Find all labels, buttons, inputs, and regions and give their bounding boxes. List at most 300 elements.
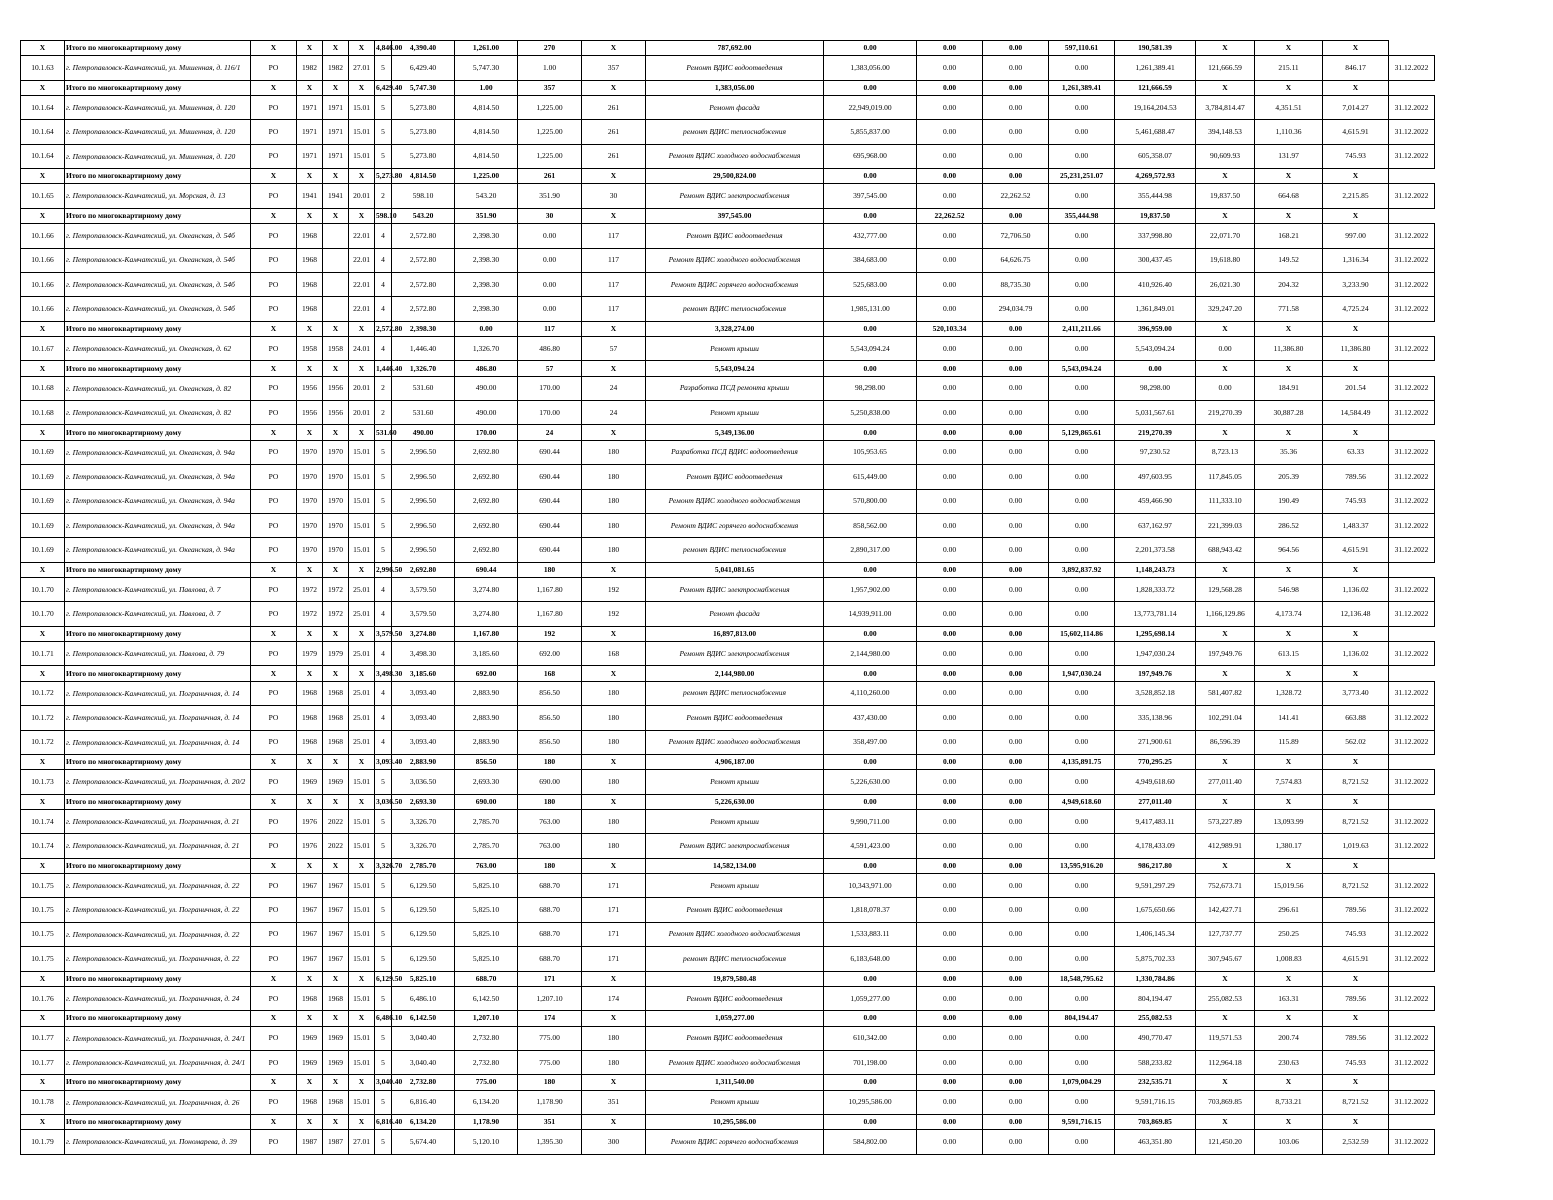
- total-area-cell: 2,572.80: [392, 297, 455, 321]
- regional-funds-cell: 0.00: [983, 376, 1049, 400]
- total-cell: 180: [518, 794, 582, 809]
- total-cell: X: [1323, 1115, 1389, 1130]
- work-type-cell: ремонт ВДИС теплоснабжения: [646, 681, 824, 705]
- regional-funds-cell: 72,706.50: [983, 224, 1049, 248]
- total-cell: X: [297, 80, 323, 95]
- commissioning-year-cell: 1969: [323, 1026, 349, 1050]
- total-label-cell: Итого по многоквартирному дому: [65, 80, 251, 95]
- build-year-cell: 1968: [297, 272, 323, 296]
- program-cell: РО: [251, 922, 297, 946]
- federal-funds-cell: 0.00: [917, 184, 983, 208]
- total-cell: 30: [518, 208, 582, 223]
- municipal-funds-cell: 0.00: [1049, 834, 1115, 858]
- commissioning-year-cell: 1968: [323, 1090, 349, 1114]
- federal-funds-cell: 0.00: [917, 538, 983, 562]
- total-cell: X: [1255, 666, 1323, 681]
- total-cell: 0.00: [917, 169, 983, 184]
- item-number-cell: 10.1.75: [21, 898, 65, 922]
- regional-funds-cell: 0.00: [983, 874, 1049, 898]
- build-year-cell: 1970: [297, 513, 323, 537]
- total-area-cell: 6,129.50: [392, 947, 455, 971]
- total-label-cell: Итого по многоквартирному дому: [65, 754, 251, 769]
- total-cell: X: [349, 80, 375, 95]
- build-year-cell: 1969: [297, 770, 323, 794]
- total-cell: 0.00: [824, 1115, 917, 1130]
- total-cell: 5,041,081.65: [646, 562, 824, 577]
- total-cell: 0.00: [824, 794, 917, 809]
- max-unit-cost-cell: 14,584.49: [1323, 401, 1389, 425]
- federal-funds-cell: 0.00: [917, 248, 983, 272]
- commissioning-year-cell: 1968: [323, 681, 349, 705]
- table-row: [21, 809, 1435, 833]
- nonresidential-area-cell: 763.00: [518, 809, 582, 833]
- total-area-cell: 2,996.50: [392, 465, 455, 489]
- total-cell: X: [1196, 169, 1255, 184]
- residents-cell: 171: [582, 922, 646, 946]
- build-year-cell: 1987: [297, 1130, 323, 1154]
- federal-funds-cell: 0.00: [917, 120, 983, 144]
- total-label-cell: Итого по многоквартирному дому: [65, 794, 251, 809]
- floors-cell: 2: [375, 184, 392, 208]
- total-cell: 4,135,891.75: [1049, 754, 1115, 769]
- build-year-cell: 1972: [297, 578, 323, 602]
- total-cell: X: [297, 425, 323, 440]
- total-cell: 856.50: [455, 754, 518, 769]
- address-cell: г. Петропавловск-Камчатский, ул. Пограничная, д. 24/1: [65, 1050, 251, 1074]
- address-cell: г. Петропавловск-Камчатский, ул. Павлова, д. 79: [65, 642, 251, 666]
- federal-funds-cell: 0.00: [917, 922, 983, 946]
- owner-funds-cell: 459,466.90: [1115, 489, 1196, 513]
- floors-cell: 4: [375, 681, 392, 705]
- total-cost-cell: 570,800.00: [824, 489, 917, 513]
- total-cell: 0.00: [983, 1011, 1049, 1026]
- item-number-cell: 10.1.63: [21, 56, 65, 80]
- total-cell: 3,579.50: [375, 626, 392, 641]
- commissioning-year-cell: 1970: [323, 513, 349, 537]
- item-number-cell: 10.1.64: [21, 95, 65, 119]
- total-cell: X: [1255, 1011, 1323, 1026]
- item-number-cell: 10.1.75: [21, 874, 65, 898]
- living-area-cell: 2,398.30: [455, 272, 518, 296]
- federal-funds-cell: 0.00: [917, 513, 983, 537]
- build-year-cell: 1968: [297, 986, 323, 1010]
- federal-funds-cell: 0.00: [917, 337, 983, 361]
- total-area-cell: 2,996.50: [392, 513, 455, 537]
- commissioning-year-cell: 1958: [323, 337, 349, 361]
- table-total-row: [21, 208, 1435, 223]
- max-unit-cost-cell: 4,615.91: [1323, 947, 1389, 971]
- completion-date-cell: 31.12.2022: [1389, 248, 1435, 272]
- max-unit-cost-cell: 8,721.52: [1323, 770, 1389, 794]
- total-cell: 6,486.10: [375, 1011, 392, 1026]
- unit-cost-cell: 184.91: [1255, 376, 1323, 400]
- total-cell: 690.00: [455, 794, 518, 809]
- total-area-cell: 3,326.70: [392, 834, 455, 858]
- commissioning-year-cell: 1970: [323, 489, 349, 513]
- completion-date-cell: 31.12.2022: [1389, 272, 1435, 296]
- residents-cell: 117: [582, 272, 646, 296]
- address-cell: г. Петропавловск-Камчатский, ул. Морская, д. 13: [65, 184, 251, 208]
- total-cell: 770,295.25: [1115, 754, 1196, 769]
- max-unit-cost-cell: 8,721.52: [1323, 874, 1389, 898]
- work-type-cell: Ремонт ВДИС электроснабжения: [646, 578, 824, 602]
- total-cell: 543.20: [392, 208, 455, 223]
- total-cell: 1,330,784.86: [1115, 971, 1196, 986]
- total-cell: X: [1196, 971, 1255, 986]
- nonresidential-area-cell: 0.00: [518, 224, 582, 248]
- total-cell: 775.00: [455, 1075, 518, 1090]
- living-area-cell: 490.00: [455, 401, 518, 425]
- living-area-cell: 543.20: [455, 184, 518, 208]
- total-cell: X: [1323, 208, 1389, 223]
- other-funds-cell: 0.00: [1196, 376, 1255, 400]
- total-cell: X: [349, 1011, 375, 1026]
- total-cost-cell: 432,777.00: [824, 224, 917, 248]
- address-cell: г. Петропавловск-Камчатский, ул. Пограничная, д. 14: [65, 706, 251, 730]
- regional-funds-cell: 0.00: [983, 513, 1049, 537]
- program-cell: РО: [251, 538, 297, 562]
- nonresidential-area-cell: 688.70: [518, 898, 582, 922]
- total-cell: X: [251, 425, 297, 440]
- total-area-cell: 6,429.40: [392, 56, 455, 80]
- living-area-cell: 2,732.80: [455, 1026, 518, 1050]
- wall-material-cell: 24.01: [349, 337, 375, 361]
- regional-funds-cell: 0.00: [983, 681, 1049, 705]
- wall-material-cell: 15.01: [349, 489, 375, 513]
- address-cell: г. Петропавловск-Камчатский, ул. Пограничная, д. 24: [65, 986, 251, 1010]
- federal-funds-cell: 0.00: [917, 224, 983, 248]
- total-cell: 351: [518, 1115, 582, 1130]
- wall-material-cell: 25.01: [349, 578, 375, 602]
- other-funds-cell: 112,964.18: [1196, 1050, 1255, 1074]
- address-cell: г. Петропавловск-Камчатский, ул. Океанская, д. 62: [65, 337, 251, 361]
- living-area-cell: 5,825.10: [455, 898, 518, 922]
- commissioning-year-cell: 1971: [323, 120, 349, 144]
- table-row: [21, 538, 1435, 562]
- commissioning-year-cell: [323, 224, 349, 248]
- total-cost-cell: 1,383,056.00: [824, 56, 917, 80]
- nonresidential-area-cell: 688.70: [518, 922, 582, 946]
- total-cell: 763.00: [455, 858, 518, 873]
- regional-funds-cell: 0.00: [983, 1050, 1049, 1074]
- total-label-cell: Итого по многоквартирному дому: [65, 1115, 251, 1130]
- total-label-cell: Итого по многоквартирному дому: [65, 425, 251, 440]
- total-cell: 0.00: [455, 321, 518, 336]
- unit-cost-cell: 115.89: [1255, 730, 1323, 754]
- address-cell: г. Петропавловск-Камчатский, ул. Пограничная, д. 26: [65, 1090, 251, 1114]
- residents-cell: 261: [582, 95, 646, 119]
- other-funds-cell: 90,609.93: [1196, 144, 1255, 168]
- total-cost-cell: 525,683.00: [824, 272, 917, 296]
- wall-material-cell: 15.01: [349, 144, 375, 168]
- total-area-cell: 531.60: [392, 401, 455, 425]
- regional-funds-cell: 22,262.52: [983, 184, 1049, 208]
- total-cell: 0.00: [917, 858, 983, 873]
- total-cell: X: [1196, 361, 1255, 376]
- total-cell: 10,295,586.00: [646, 1115, 824, 1130]
- table-row: [21, 730, 1435, 754]
- total-cost-cell: 6,183,648.00: [824, 947, 917, 971]
- total-label-cell: Итого по многоквартирному дому: [65, 666, 251, 681]
- residents-cell: 24: [582, 376, 646, 400]
- regional-funds-cell: 0.00: [983, 95, 1049, 119]
- total-cell: X: [1323, 1011, 1389, 1026]
- wall-material-cell: 22.01: [349, 248, 375, 272]
- completion-date-cell: 31.12.2022: [1389, 56, 1435, 80]
- owner-funds-cell: 5,543,094.24: [1115, 337, 1196, 361]
- total-cost-cell: 615,449.00: [824, 465, 917, 489]
- floors-cell: 5: [375, 1090, 392, 1114]
- program-cell: РО: [251, 248, 297, 272]
- regional-funds-cell: 64,626.75: [983, 248, 1049, 272]
- total-cell: X: [251, 626, 297, 641]
- federal-funds-cell: 0.00: [917, 297, 983, 321]
- total-cell: 29,500,824.00: [646, 169, 824, 184]
- regional-funds-cell: 0.00: [983, 56, 1049, 80]
- total-cell: 0.00: [824, 626, 917, 641]
- table-row: [21, 144, 1435, 168]
- total-item-cell: X: [21, 1011, 65, 1026]
- total-cost-cell: 10,295,586.00: [824, 1090, 917, 1114]
- floors-cell: 5: [375, 1026, 392, 1050]
- wall-material-cell: 15.01: [349, 95, 375, 119]
- wall-material-cell: 27.01: [349, 1130, 375, 1154]
- total-cell: 6,429.40: [375, 80, 392, 95]
- program-cell: РО: [251, 184, 297, 208]
- floors-cell: 4: [375, 272, 392, 296]
- wall-material-cell: 20.01: [349, 401, 375, 425]
- total-area-cell: 3,040.40: [392, 1026, 455, 1050]
- total-cell: 270: [518, 41, 582, 56]
- total-cost-cell: 1,818,078.37: [824, 898, 917, 922]
- work-type-cell: Ремонт фасада: [646, 602, 824, 626]
- nonresidential-area-cell: 1,178.90: [518, 1090, 582, 1114]
- table-total-row: [21, 858, 1435, 873]
- total-cost-cell: 4,591,423.00: [824, 834, 917, 858]
- federal-funds-cell: 0.00: [917, 272, 983, 296]
- total-cell: X: [1323, 41, 1389, 56]
- total-cell: X: [582, 666, 646, 681]
- total-cell: 1,225.00: [455, 169, 518, 184]
- total-cell: X: [1323, 666, 1389, 681]
- living-area-cell: 2,398.30: [455, 297, 518, 321]
- nonresidential-area-cell: 1,225.00: [518, 95, 582, 119]
- total-cell: 6,816.40: [375, 1115, 392, 1130]
- total-cell: 171: [518, 971, 582, 986]
- wall-material-cell: 15.01: [349, 1090, 375, 1114]
- commissioning-year-cell: 1970: [323, 440, 349, 464]
- wall-material-cell: 15.01: [349, 513, 375, 537]
- item-number-cell: 10.1.66: [21, 224, 65, 248]
- total-cell: 5,273.80: [375, 169, 392, 184]
- owner-funds-cell: 337,998.80: [1115, 224, 1196, 248]
- total-cell: X: [582, 1075, 646, 1090]
- nonresidential-area-cell: 856.50: [518, 730, 582, 754]
- total-cell: 0.00: [917, 666, 983, 681]
- item-number-cell: 10.1.68: [21, 376, 65, 400]
- build-year-cell: 1968: [297, 224, 323, 248]
- total-cell: 219,270.39: [1115, 425, 1196, 440]
- total-cell: X: [1255, 208, 1323, 223]
- regional-funds-cell: 0.00: [983, 538, 1049, 562]
- total-cell: 9,591,716.15: [1049, 1115, 1115, 1130]
- total-cost-cell: 584,802.00: [824, 1130, 917, 1154]
- total-cell: 261: [518, 169, 582, 184]
- municipal-funds-cell: 0.00: [1049, 1130, 1115, 1154]
- wall-material-cell: 15.01: [349, 120, 375, 144]
- total-cell: X: [1255, 858, 1323, 873]
- total-cell: 1,326.70: [392, 361, 455, 376]
- work-type-cell: ремонт ВДИС теплоснабжения: [646, 947, 824, 971]
- owner-funds-cell: 97,230.52: [1115, 440, 1196, 464]
- total-cell: 0.00: [1115, 361, 1196, 376]
- total-item-cell: X: [21, 361, 65, 376]
- total-cell: 0.00: [824, 80, 917, 95]
- max-unit-cost-cell: 745.93: [1323, 489, 1389, 513]
- total-cell: 0.00: [917, 1011, 983, 1026]
- wall-material-cell: 25.01: [349, 602, 375, 626]
- nonresidential-area-cell: 1,225.00: [518, 120, 582, 144]
- completion-date-cell: 31.12.2022: [1389, 922, 1435, 946]
- total-cost-cell: 5,543,094.24: [824, 337, 917, 361]
- total-cell: X: [1255, 41, 1323, 56]
- federal-funds-cell: 0.00: [917, 95, 983, 119]
- commissioning-year-cell: 1967: [323, 922, 349, 946]
- wall-material-cell: 15.01: [349, 874, 375, 898]
- regional-funds-cell: 0.00: [983, 602, 1049, 626]
- owner-funds-cell: 463,351.80: [1115, 1130, 1196, 1154]
- total-cell: X: [1255, 80, 1323, 95]
- address-cell: г. Петропавловск-Камчатский, ул. Мишенная, д. 116/1: [65, 56, 251, 80]
- living-area-cell: 4,814.50: [455, 95, 518, 119]
- table-total-row: [21, 562, 1435, 577]
- program-cell: РО: [251, 513, 297, 537]
- total-cell: 5,349,136.00: [646, 425, 824, 440]
- municipal-funds-cell: 0.00: [1049, 224, 1115, 248]
- owner-funds-cell: 335,138.96: [1115, 706, 1196, 730]
- address-cell: г. Петропавловск-Камчатский, ул. Пограничная, д. 14: [65, 681, 251, 705]
- total-cell: 2,883.90: [392, 754, 455, 769]
- owner-funds-cell: 605,358.07: [1115, 144, 1196, 168]
- total-cell: 197,949.76: [1115, 666, 1196, 681]
- nonresidential-area-cell: 856.50: [518, 681, 582, 705]
- total-cell: X: [251, 1115, 297, 1130]
- living-area-cell: 4,814.50: [455, 144, 518, 168]
- commissioning-year-cell: 1941: [323, 184, 349, 208]
- total-cell: X: [349, 1115, 375, 1130]
- federal-funds-cell: 0.00: [917, 730, 983, 754]
- other-funds-cell: 329,247.20: [1196, 297, 1255, 321]
- federal-funds-cell: 0.00: [917, 602, 983, 626]
- completion-date-cell: 31.12.2022: [1389, 120, 1435, 144]
- total-cell: 397,545.00: [646, 208, 824, 223]
- total-cell: X: [1196, 626, 1255, 641]
- total-cell: 1,383,056.00: [646, 80, 824, 95]
- living-area-cell: 5,825.10: [455, 947, 518, 971]
- total-cell: 168: [518, 666, 582, 681]
- total-cost-cell: 610,342.00: [824, 1026, 917, 1050]
- owner-funds-cell: 490,770.47: [1115, 1026, 1196, 1050]
- completion-date-cell: 31.12.2022: [1389, 376, 1435, 400]
- total-cell: 0.00: [917, 80, 983, 95]
- regional-funds-cell: 0.00: [983, 986, 1049, 1010]
- address-cell: г. Петропавловск-Камчатский, ул. Пограничная, д. 22: [65, 898, 251, 922]
- item-number-cell: 10.1.77: [21, 1026, 65, 1050]
- total-cell: X: [297, 794, 323, 809]
- table-row: [21, 706, 1435, 730]
- total-cell: X: [1255, 1075, 1323, 1090]
- wall-material-cell: 25.01: [349, 730, 375, 754]
- address-cell: г. Петропавловск-Камчатский, ул. Пограничная, д. 21: [65, 809, 251, 833]
- address-cell: г. Петропавловск-Камчатский, ул. Океанская, д. 82: [65, 401, 251, 425]
- regional-funds-cell: 0.00: [983, 730, 1049, 754]
- living-area-cell: 2,883.90: [455, 706, 518, 730]
- total-area-cell: 2,996.50: [392, 489, 455, 513]
- federal-funds-cell: 0.00: [917, 1026, 983, 1050]
- total-item-cell: X: [21, 169, 65, 184]
- unit-cost-cell: 230.63: [1255, 1050, 1323, 1074]
- total-cell: 0.00: [917, 562, 983, 577]
- item-number-cell: 10.1.69: [21, 538, 65, 562]
- program-cell: РО: [251, 272, 297, 296]
- residents-cell: 180: [582, 730, 646, 754]
- wall-material-cell: 15.01: [349, 922, 375, 946]
- address-cell: г. Петропавловск-Камчатский, ул. Пограничная, д. 21: [65, 834, 251, 858]
- federal-funds-cell: 0.00: [917, 986, 983, 1010]
- total-cost-cell: 397,545.00: [824, 184, 917, 208]
- federal-funds-cell: 0.00: [917, 56, 983, 80]
- total-cell: X: [1323, 80, 1389, 95]
- floors-cell: 5: [375, 120, 392, 144]
- total-cell: 0.00: [917, 971, 983, 986]
- total-area-cell: 5,273.80: [392, 120, 455, 144]
- total-cost-cell: 701,198.00: [824, 1050, 917, 1074]
- total-item-cell: X: [21, 208, 65, 223]
- nonresidential-area-cell: 688.70: [518, 874, 582, 898]
- total-cell: 0.00: [983, 858, 1049, 873]
- other-funds-cell: 1,166,129.86: [1196, 602, 1255, 626]
- total-cell: X: [349, 562, 375, 577]
- unit-cost-cell: 141.41: [1255, 706, 1323, 730]
- total-cell: 18,548,795.62: [1049, 971, 1115, 986]
- nonresidential-area-cell: 690.44: [518, 440, 582, 464]
- wall-material-cell: 15.01: [349, 1050, 375, 1074]
- address-cell: г. Петропавловск-Камчатский, ул. Пограничная, д. 22: [65, 874, 251, 898]
- municipal-funds-cell: 0.00: [1049, 95, 1115, 119]
- total-cell: 1,446.40: [375, 361, 392, 376]
- max-unit-cost-cell: 12,136.48: [1323, 602, 1389, 626]
- completion-date-cell: 31.12.2022: [1389, 706, 1435, 730]
- total-cell: 986,217.80: [1115, 858, 1196, 873]
- total-cell: 15,602,114.86: [1049, 626, 1115, 641]
- table-total-row: [21, 80, 1435, 95]
- completion-date-cell: 31.12.2022: [1389, 947, 1435, 971]
- living-area-cell: 2,693.30: [455, 770, 518, 794]
- work-type-cell: Ремонт крыши: [646, 809, 824, 833]
- total-cell: X: [323, 626, 349, 641]
- total-area-cell: 3,036.50: [392, 770, 455, 794]
- build-year-cell: 1958: [297, 337, 323, 361]
- total-area-cell: 1,446.40: [392, 337, 455, 361]
- unit-cost-cell: 1,110.36: [1255, 120, 1323, 144]
- total-cell: 357: [518, 80, 582, 95]
- nonresidential-area-cell: 692.00: [518, 642, 582, 666]
- unit-cost-cell: 215.11: [1255, 56, 1323, 80]
- municipal-funds-cell: 0.00: [1049, 1026, 1115, 1050]
- total-cell: X: [349, 1075, 375, 1090]
- owner-funds-cell: 1,828,333.72: [1115, 578, 1196, 602]
- address-cell: г. Петропавловск-Камчатский, ул. Океанская, д. 54б: [65, 297, 251, 321]
